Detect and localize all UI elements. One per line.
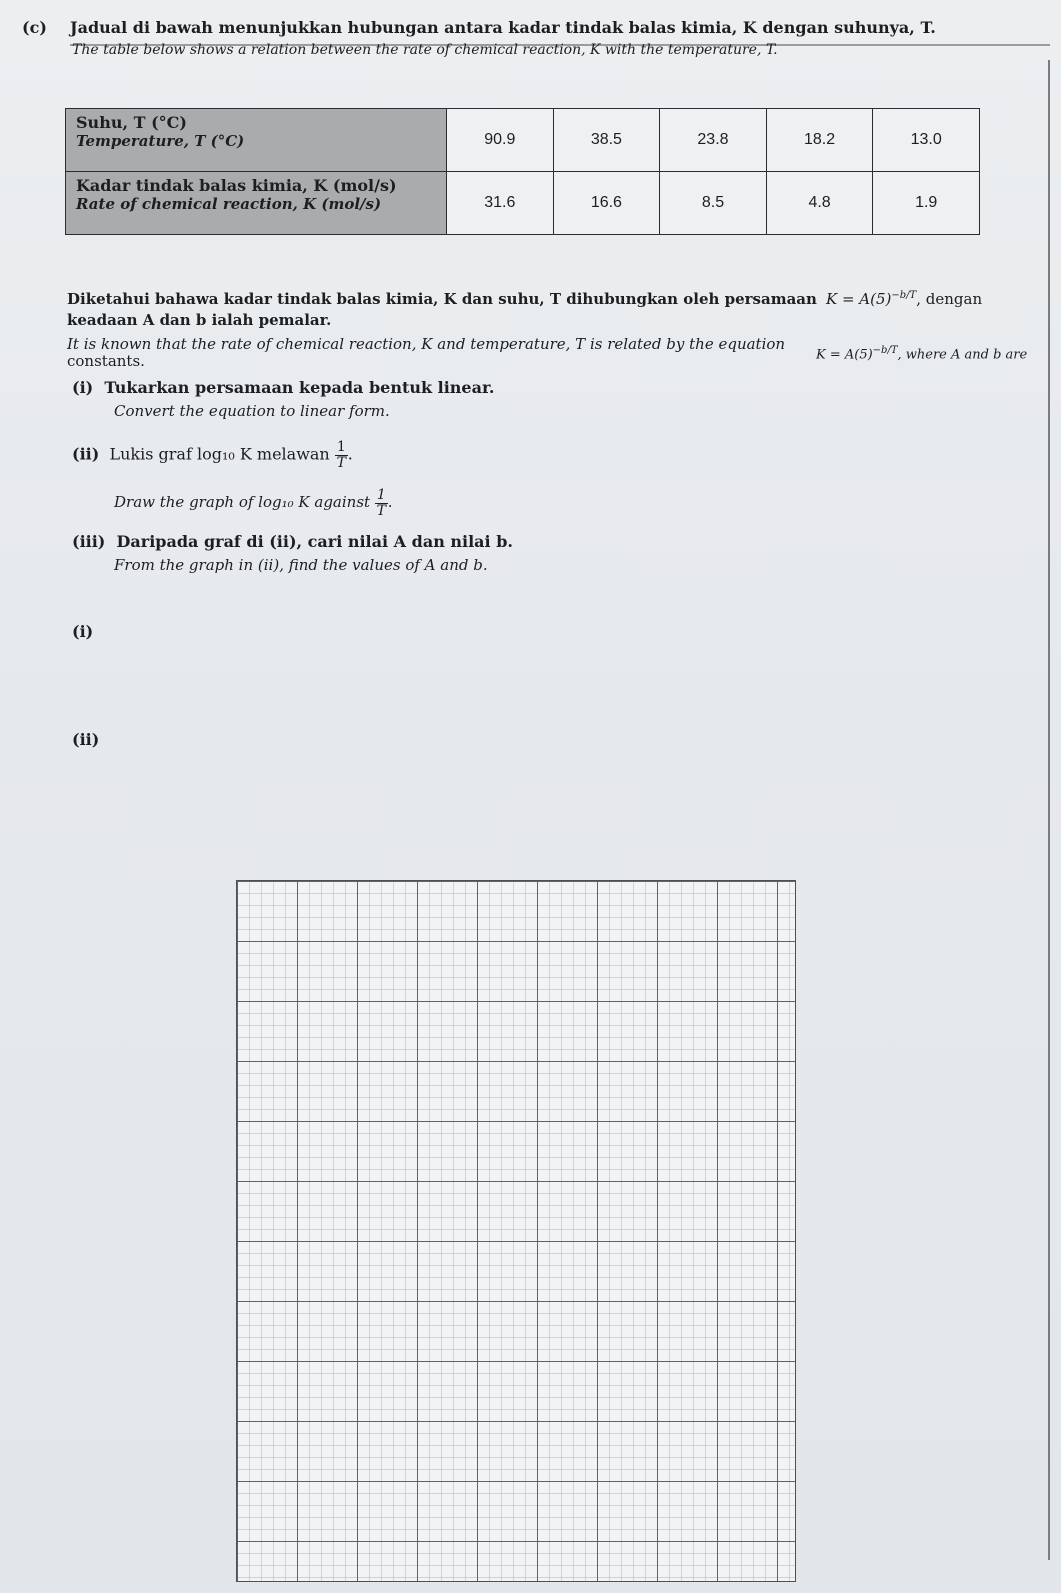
answer-label-i: (i) (72, 622, 94, 641)
intro-malay: Jadual di bawah menunjukkan hubungan antara kadar tindak balas kimia, K dengan suhunya, T. (70, 18, 936, 37)
margin-rule (1048, 60, 1050, 1560)
table-cell: 16.6 (553, 172, 660, 235)
table-cell: 38.5 (553, 109, 660, 172)
equation-malay: $K = A(5)^{-b/T}$, dengan (826, 290, 983, 308)
statement-malay-line1: Diketahui bahawa kadar tindak balas kimia, K dan suhu, T dihubungkan oleh persamaan (67, 290, 817, 308)
table-row (66, 109, 980, 172)
graph-paper[interactable] (236, 880, 796, 1582)
table-cell: 8.5 (660, 172, 767, 235)
table-cell: 18.2 (766, 109, 873, 172)
table-row (66, 172, 980, 235)
answer-label-ii: (ii) (72, 730, 100, 749)
table-cell: 4.8 (766, 172, 873, 235)
table-cell: 31.6 (447, 172, 554, 235)
part-i-english: Convert the equation to linear form. (114, 402, 390, 420)
part-ii-english: Draw the graph of log₁₀ K against $\frac{1}{T}$ . (114, 487, 393, 519)
fraction-one-over-t: $\frac{1}{T}$ (336, 439, 346, 471)
intro-english: The table below shows a relation between the rate of chemical reaction, K with the temperature, T. (72, 42, 778, 58)
statement-english-line2: constants. (67, 352, 145, 370)
rate-header: Kadar tindak balas kimia, K (mol/s) Rate of chemical reaction, K (mol/s) (66, 172, 447, 235)
statement-english-line1: It is known that the rate of chemical reaction, K and temperature, T is related by the equation (67, 335, 786, 353)
table-cell: 1.9 (873, 172, 980, 235)
part-iii: (iii) Daripada graf di (ii), cari nilai A dan nilai b. (72, 532, 513, 551)
part-iii-english: From the graph in (ii), find the values of A and b. (114, 556, 488, 574)
part-ii: (ii) Lukis graf log₁₀ K melawan $\frac{1}{T}$ . (72, 439, 353, 471)
fraction-one-over-t: $\frac{1}{T}$ (376, 487, 386, 519)
statement-malay-line2: keadaan A dan b ialah pemalar. (67, 311, 332, 329)
equation-english: $K = A(5)^{-b/T}$, where A and b are (816, 345, 1028, 363)
table-cell: 90.9 (447, 109, 554, 172)
temperature-header: Suhu, T (°C) Temperature, T (°C) (66, 109, 447, 172)
part-i: (i) Tukarkan persamaan kepada bentuk linear. (72, 378, 495, 397)
data-table (65, 108, 980, 235)
table-cell: 13.0 (873, 109, 980, 172)
question-label: (c) (22, 18, 47, 37)
table-cell: 23.8 (660, 109, 767, 172)
